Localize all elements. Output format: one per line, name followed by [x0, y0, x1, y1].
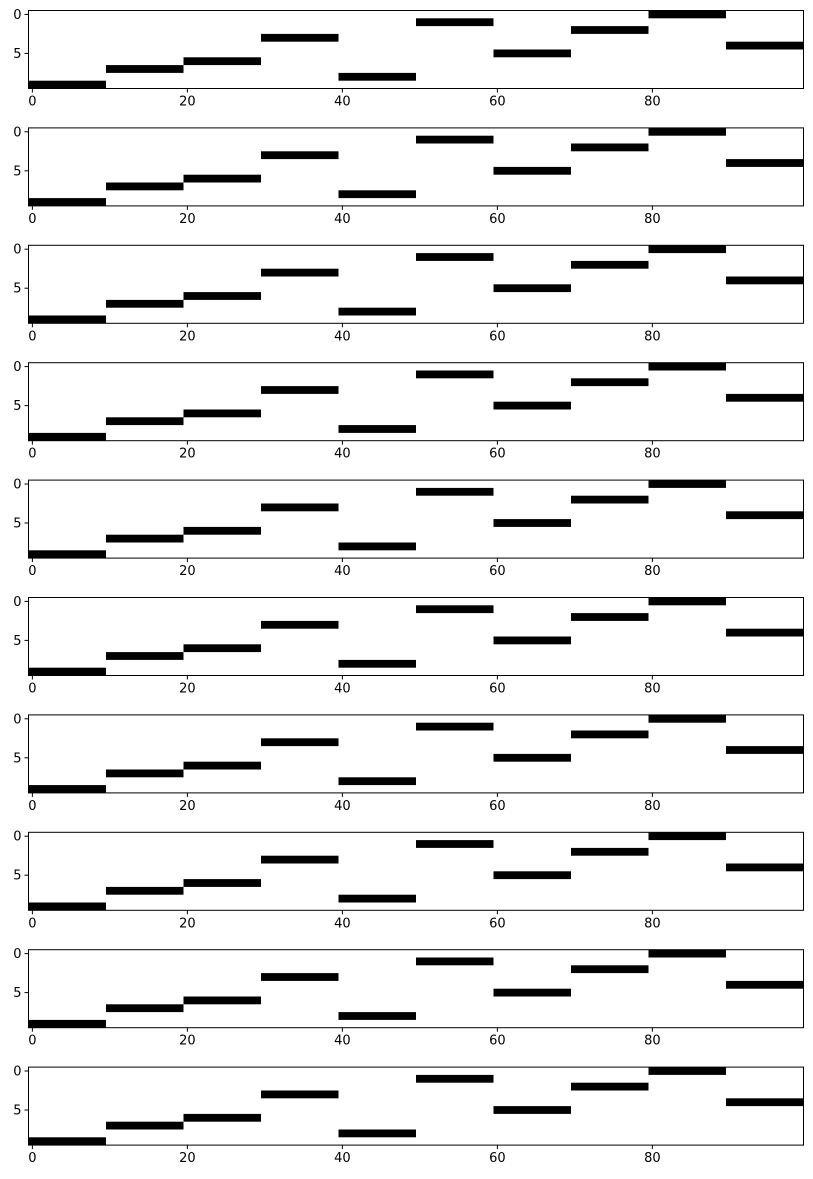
- segment-row-4-col-90: [726, 277, 804, 285]
- x-tick-label: 60: [489, 446, 506, 462]
- x-tick-label: 0: [28, 681, 37, 697]
- x-tick-label: 80: [644, 564, 661, 580]
- segment-row-1-col-50: [416, 136, 494, 144]
- segment-row-2-col-70: [571, 144, 649, 152]
- segment-row-4-col-90: [726, 42, 804, 50]
- x-tick-label: 0: [28, 329, 37, 345]
- segment-row-9-col-0: [29, 1137, 107, 1145]
- segment-row-8-col-40: [339, 895, 417, 903]
- segment-row-4-col-90: [726, 864, 804, 872]
- x-tick-label: 40: [334, 1151, 351, 1167]
- segment-row-1-col-50: [416, 253, 494, 261]
- segment-row-0-col-80: [649, 245, 727, 253]
- panel-1: [13, 8, 803, 110]
- segment-row-8-col-40: [339, 1130, 417, 1138]
- segment-row-4-col-90: [726, 746, 804, 754]
- x-tick-label: 80: [644, 211, 661, 227]
- y-tick-label: 5: [13, 164, 22, 180]
- segment-row-5-col-60: [494, 519, 572, 527]
- segment-row-8-col-40: [339, 73, 417, 81]
- x-tick-label: 80: [644, 329, 661, 345]
- x-tick-label: 40: [334, 446, 351, 462]
- segment-row-6-col-20: [184, 1114, 262, 1122]
- segment-row-0-col-80: [649, 363, 727, 371]
- x-tick-label: 40: [334, 681, 351, 697]
- segment-row-7-col-10: [106, 770, 184, 778]
- x-tick-label: 60: [489, 1151, 506, 1167]
- x-tick-label: 80: [644, 94, 661, 110]
- segment-row-0-col-80: [649, 715, 727, 723]
- segment-row-4-col-90: [726, 629, 804, 637]
- x-tick-label: 40: [334, 211, 351, 227]
- x-tick-label: 0: [28, 564, 37, 580]
- y-tick-label: 5: [13, 633, 22, 649]
- segment-row-1-col-50: [416, 840, 494, 848]
- panel-9: [13, 947, 803, 1049]
- segment-row-8-col-40: [339, 660, 417, 668]
- segment-row-3-col-30: [261, 504, 339, 512]
- segment-row-0-col-80: [649, 480, 727, 488]
- x-tick-label: 40: [334, 916, 351, 932]
- segment-row-3-col-30: [261, 151, 339, 159]
- x-tick-label: 60: [489, 564, 506, 580]
- panel-5: [13, 478, 803, 580]
- x-tick-label: 20: [179, 916, 196, 932]
- segment-row-9-col-0: [29, 316, 107, 324]
- panel-6: [13, 595, 803, 697]
- segment-row-6-col-20: [184, 997, 262, 1005]
- segment-row-5-col-60: [494, 754, 572, 762]
- segment-row-8-col-40: [339, 425, 417, 433]
- segment-row-5-col-60: [494, 1106, 572, 1114]
- segment-row-6-col-20: [184, 527, 262, 535]
- segment-row-2-col-70: [571, 731, 649, 739]
- segment-row-6-col-20: [184, 292, 262, 300]
- segment-row-1-col-50: [416, 1075, 494, 1083]
- x-tick-label: 0: [28, 446, 37, 462]
- segment-row-5-col-60: [494, 50, 572, 58]
- x-tick-label: 60: [489, 798, 506, 814]
- y-tick-label: 5: [13, 1103, 22, 1119]
- x-tick-label: 60: [489, 1033, 506, 1049]
- segment-row-6-col-20: [184, 644, 262, 652]
- segment-row-5-col-60: [494, 871, 572, 879]
- segment-row-5-col-60: [494, 989, 572, 997]
- segment-row-9-col-0: [29, 1020, 107, 1028]
- x-tick-label: 20: [179, 1033, 196, 1049]
- segment-row-0-col-80: [649, 128, 727, 136]
- segment-row-9-col-0: [29, 903, 107, 911]
- segment-row-7-col-10: [106, 417, 184, 425]
- x-tick-label: 40: [334, 94, 351, 110]
- segment-row-5-col-60: [494, 402, 572, 410]
- segment-row-8-col-40: [339, 308, 417, 316]
- x-tick-label: 20: [179, 681, 196, 697]
- segment-row-9-col-0: [29, 433, 107, 441]
- segment-row-8-col-40: [339, 1012, 417, 1020]
- x-tick-label: 40: [334, 798, 351, 814]
- segment-row-7-col-10: [106, 652, 184, 660]
- segment-row-8-col-40: [339, 777, 417, 785]
- segment-row-3-col-30: [261, 738, 339, 746]
- panel-10: [13, 1065, 803, 1167]
- segment-row-7-col-10: [106, 1004, 184, 1012]
- segment-row-1-col-50: [416, 605, 494, 613]
- segment-row-1-col-50: [416, 958, 494, 966]
- segment-row-8-col-40: [339, 543, 417, 551]
- segment-row-3-col-30: [261, 856, 339, 864]
- x-tick-label: 0: [28, 211, 37, 227]
- segment-row-7-col-10: [106, 183, 184, 191]
- segment-row-2-col-70: [571, 261, 649, 269]
- y-tick-label: 5: [13, 46, 22, 62]
- x-tick-label: 60: [489, 94, 506, 110]
- panel-8: [13, 830, 803, 932]
- segment-row-6-col-20: [184, 762, 262, 770]
- segment-row-2-col-70: [571, 496, 649, 504]
- x-tick-label: 80: [644, 1151, 661, 1167]
- segment-row-6-col-20: [184, 175, 262, 183]
- segment-row-4-col-90: [726, 511, 804, 519]
- segment-row-7-col-10: [106, 65, 184, 73]
- y-tick-label: 0: [13, 712, 22, 728]
- segment-row-0-col-80: [649, 598, 727, 606]
- y-tick-label: 0: [13, 242, 22, 258]
- x-tick-label: 20: [179, 1151, 196, 1167]
- x-tick-label: 0: [28, 916, 37, 932]
- y-tick-label: 5: [13, 868, 22, 884]
- segment-row-3-col-30: [261, 621, 339, 629]
- x-tick-label: 0: [28, 798, 37, 814]
- x-tick-label: 20: [179, 94, 196, 110]
- segment-row-7-col-10: [106, 1122, 184, 1130]
- x-tick-label: 20: [179, 446, 196, 462]
- x-tick-label: 0: [28, 1033, 37, 1049]
- x-tick-label: 40: [334, 329, 351, 345]
- segment-row-4-col-90: [726, 159, 804, 167]
- x-tick-label: 0: [28, 94, 37, 110]
- y-tick-label: 0: [13, 477, 22, 493]
- segment-row-0-col-80: [649, 11, 727, 19]
- y-tick-label: 5: [13, 751, 22, 767]
- segment-row-6-col-20: [184, 879, 262, 887]
- segment-row-4-col-90: [726, 1098, 804, 1106]
- segment-row-9-col-0: [29, 668, 107, 676]
- segment-row-9-col-0: [29, 198, 107, 206]
- segment-row-0-col-80: [649, 950, 727, 958]
- y-tick-label: 5: [13, 399, 22, 415]
- segment-row-2-col-70: [571, 848, 649, 856]
- y-tick-label: 0: [13, 1064, 22, 1080]
- segment-row-2-col-70: [571, 613, 649, 621]
- segment-row-0-col-80: [649, 832, 727, 840]
- segment-row-1-col-50: [416, 371, 494, 379]
- segment-row-5-col-60: [494, 167, 572, 175]
- segment-row-6-col-20: [184, 410, 262, 418]
- x-tick-label: 80: [644, 798, 661, 814]
- segment-row-9-col-0: [29, 81, 107, 89]
- x-tick-label: 20: [179, 211, 196, 227]
- segment-row-3-col-30: [261, 973, 339, 981]
- y-tick-label: 5: [13, 516, 22, 532]
- y-tick-label: 0: [13, 125, 22, 141]
- segment-row-2-col-70: [571, 26, 649, 34]
- segment-row-1-col-50: [416, 18, 494, 26]
- segment-row-1-col-50: [416, 488, 494, 496]
- segment-row-7-col-10: [106, 300, 184, 308]
- segment-row-2-col-70: [571, 965, 649, 973]
- y-tick-label: 0: [13, 829, 22, 845]
- x-tick-label: 60: [489, 681, 506, 697]
- segment-row-4-col-90: [726, 394, 804, 402]
- x-tick-label: 60: [489, 916, 506, 932]
- x-tick-label: 80: [644, 916, 661, 932]
- segment-row-6-col-20: [184, 57, 262, 65]
- y-tick-label: 5: [13, 986, 22, 1002]
- panel-7: [13, 712, 803, 814]
- segment-row-3-col-30: [261, 1091, 339, 1099]
- panel-3: [13, 243, 803, 345]
- segment-row-2-col-70: [571, 378, 649, 386]
- x-tick-label: 0: [28, 1151, 37, 1167]
- x-tick-label: 80: [644, 446, 661, 462]
- panel-2: [13, 125, 803, 227]
- segment-row-1-col-50: [416, 723, 494, 731]
- x-tick-label: 80: [644, 681, 661, 697]
- segment-row-9-col-0: [29, 785, 107, 793]
- segment-row-3-col-30: [261, 34, 339, 42]
- x-tick-label: 20: [179, 564, 196, 580]
- x-tick-label: 60: [489, 211, 506, 227]
- segment-row-7-col-10: [106, 887, 184, 895]
- x-tick-label: 60: [489, 329, 506, 345]
- panel-4: [13, 360, 803, 462]
- x-tick-label: 80: [644, 1033, 661, 1049]
- y-tick-label: 0: [13, 947, 22, 963]
- segment-row-0-col-80: [649, 1067, 727, 1075]
- x-tick-label: 40: [334, 564, 351, 580]
- segment-row-5-col-60: [494, 284, 572, 292]
- x-tick-label: 20: [179, 329, 196, 345]
- x-tick-label: 20: [179, 798, 196, 814]
- segment-row-5-col-60: [494, 637, 572, 645]
- y-tick-label: 5: [13, 281, 22, 297]
- segment-row-9-col-0: [29, 550, 107, 558]
- segment-row-7-col-10: [106, 535, 184, 543]
- y-tick-label: 0: [13, 360, 22, 376]
- segment-row-3-col-30: [261, 386, 339, 394]
- y-tick-label: 0: [13, 594, 22, 610]
- segment-row-3-col-30: [261, 269, 339, 277]
- x-tick-label: 40: [334, 1033, 351, 1049]
- segment-row-4-col-90: [726, 981, 804, 989]
- segment-row-2-col-70: [571, 1083, 649, 1091]
- segment-row-8-col-40: [339, 190, 417, 198]
- y-tick-label: 0: [13, 7, 22, 23]
